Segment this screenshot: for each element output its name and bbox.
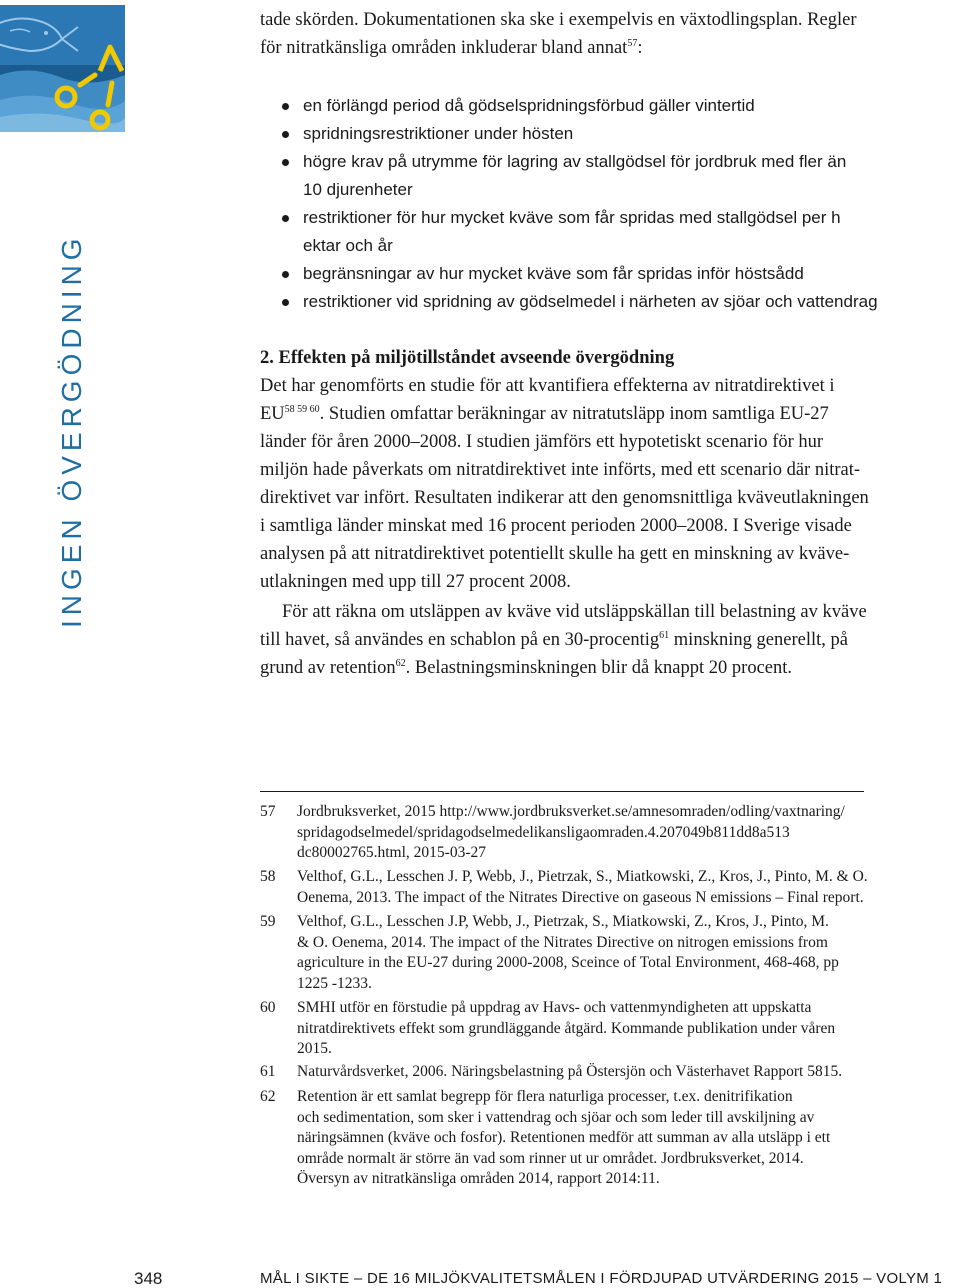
page-footer <box>0 1268 960 1288</box>
section-heading: 2. Effekten på miljötillståndet avseende övergödning <box>260 348 675 368</box>
footnote-number: 61 <box>260 1063 276 1080</box>
footnote-text: 1225 -1233. <box>297 974 372 992</box>
body-line: länder för åren 2000–2008. I studien jämförs ett hypotetiskt scenario för hur <box>260 432 824 452</box>
footnote-number: 60 <box>260 999 276 1016</box>
body-line: direktivet var infört. Resultaten indikerar att den genomsnittliga kväveutlakningen <box>260 488 869 508</box>
list-item: en förlängd period då gödselspridningsförbud gäller vintertid <box>260 92 960 120</box>
footnote-number: 59 <box>260 913 276 930</box>
footnote-text: Retention är ett samlat begrepp för flera naturliga processer, t.ex. denitrifikation <box>297 1088 793 1105</box>
footnote-text: Velthof, G.L., Lesschen J.P, Webb, J., Pietrzak, S., Miatkowski, Z., Kros, J., Pinto, M. <box>297 913 829 930</box>
intro-line: för nitratkänsliga områden inkluderar bland annat$^{57}$: <box>260 38 643 58</box>
footnote-text: dc80002765.html, 2015-03-27 <box>297 844 486 861</box>
footnote-number: 62 <box>260 1088 276 1105</box>
footnote-link[interactable]: Jordbruksverket, 2015 http://www.jordbruksverket.se/amnesomraden/odling/vaxtnaring/ <box>297 803 845 820</box>
list-item: restriktioner vid spridning av gödselmedel i närheten av sjöar och vattendrag <box>260 288 960 316</box>
footnote-ref[interactable]: 62 <box>395 658 406 669</box>
footnote-text: & O. Oenema, 2014. The impact of the Nitrates Directive on nitrogen emissions from <box>297 933 828 951</box>
footnote-text: Översyn av nitratkänsliga områden 2014, rapport 2014:11. <box>297 1170 660 1187</box>
fish-logo-icon <box>0 5 125 132</box>
body-line: För att räkna om utsläppen av kväve vid utsläppskällan till belastning av kväve <box>282 602 867 622</box>
footnote-text: SMHI utför en förstudie på uppdrag av Havs- och vattenmyndigheten att uppskatta <box>297 999 812 1016</box>
body-line: analysen på att nitratdirektivet potentiellt skulle ha gett en minskning av kväve- <box>260 544 850 564</box>
footnote-number: 57 <box>260 803 276 820</box>
footnote-number: 58 <box>260 868 276 885</box>
footnote-link[interactable]: spridagodselmedel/spridagodselmedelikansligaomraden.4.207049b811dd8a513 <box>297 823 790 841</box>
body-line: $EU^{58 59 60}$. Studien omfattar beräkningar av nitratutsläpp inom samtliga EU-27 <box>260 404 829 424</box>
page-number: 348 <box>134 1269 163 1288</box>
running-title: MÅL I SIKTE – DE 16 MILJÖKVALITETSMÅLEN I FÖRDJUPAD UTVÄRDERING 2015 – VOLYM 1 <box>260 1270 943 1287</box>
body-line: till havet, så användes en schablon på en 30-procentig$^{61}$ minskning generellt, på <box>260 630 848 650</box>
body-line: grund av retention$^{62}$. Belastningsminskningen blir då knappt 20 procent. <box>260 658 793 678</box>
footnote-text: Oenema, 2013. The impact of the Nitrates Directive on gaseous N emissions – Final report. <box>297 888 864 906</box>
body-line: utlakningen med upp till 27 procent 2008. <box>260 572 571 592</box>
body-line: miljön hade påverkats om nitratdirektivet inte införts, med ett scenario där nitrat- <box>260 460 861 480</box>
footnote-text: näringsämnen (kväve och fosfor). Retentionen medför att summan av alla utsläpp i ett <box>297 1129 831 1146</box>
footnote-text: Velthof, G.L., Lesschen J. P, Webb, J., Pietrzak, S., Miatkowski, Z., Kros, J., Pinto, M. & O. <box>297 868 868 885</box>
footnote-text: och sedimentation, som sker i vattendrag och sjöar och som leder till avskiljning av <box>297 1108 815 1126</box>
intro-line: tade skörden. Dokumentationen ska ske i exempelvis en växtodlingsplan. Regler <box>260 10 857 30</box>
footnote-text: område normalt är större än vad som rinner ut ur området. Jordbruksverket, 2014. <box>297 1149 804 1167</box>
footnote-ref[interactable]: 58 59 60 <box>284 404 320 415</box>
footnote-ref[interactable]: 57 <box>627 38 638 49</box>
footnote-ref[interactable]: 61 <box>659 630 670 641</box>
body-line: i samtliga länder minskat med 16 procent perioden 2000–2008. I Sverige visade <box>260 516 852 536</box>
list-item: högre krav på utrymme för lagring av stallgödsel för jordbruk med fler än 10 djurenheter <box>260 148 960 204</box>
footnote-text: Naturvårdsverket, 2006. Näringsbelastning på Östersjön och Västerhavet Rapport 5815. <box>297 1063 843 1080</box>
footnote-divider <box>260 791 864 792</box>
footnote-text: nitratdirektivets effekt som grundläggande åtgärd. Kommande publikation under våren <box>297 1019 836 1037</box>
list-item: spridningsrestriktioner under hösten <box>260 120 960 148</box>
list-item: begränsningar av hur mycket kväve som får spridas inför höstsådd <box>260 260 960 288</box>
footnote-text: 2015. <box>297 1040 332 1057</box>
body-line: Det har genomförts en studie för att kvantifiera effekterna av nitratdirektivet i <box>260 376 835 396</box>
section-side-label: INGEN ÖVERGÖDNING <box>56 233 87 628</box>
list-item: restriktioner för hur mycket kväve som får spridas med stallgödsel per h ektar och år <box>260 204 960 260</box>
requirements-list <box>260 92 960 316</box>
footnote-text: agriculture in the EU-27 during 2000-2008, Sceince of Total Environment, 468-468, pp <box>297 954 839 971</box>
